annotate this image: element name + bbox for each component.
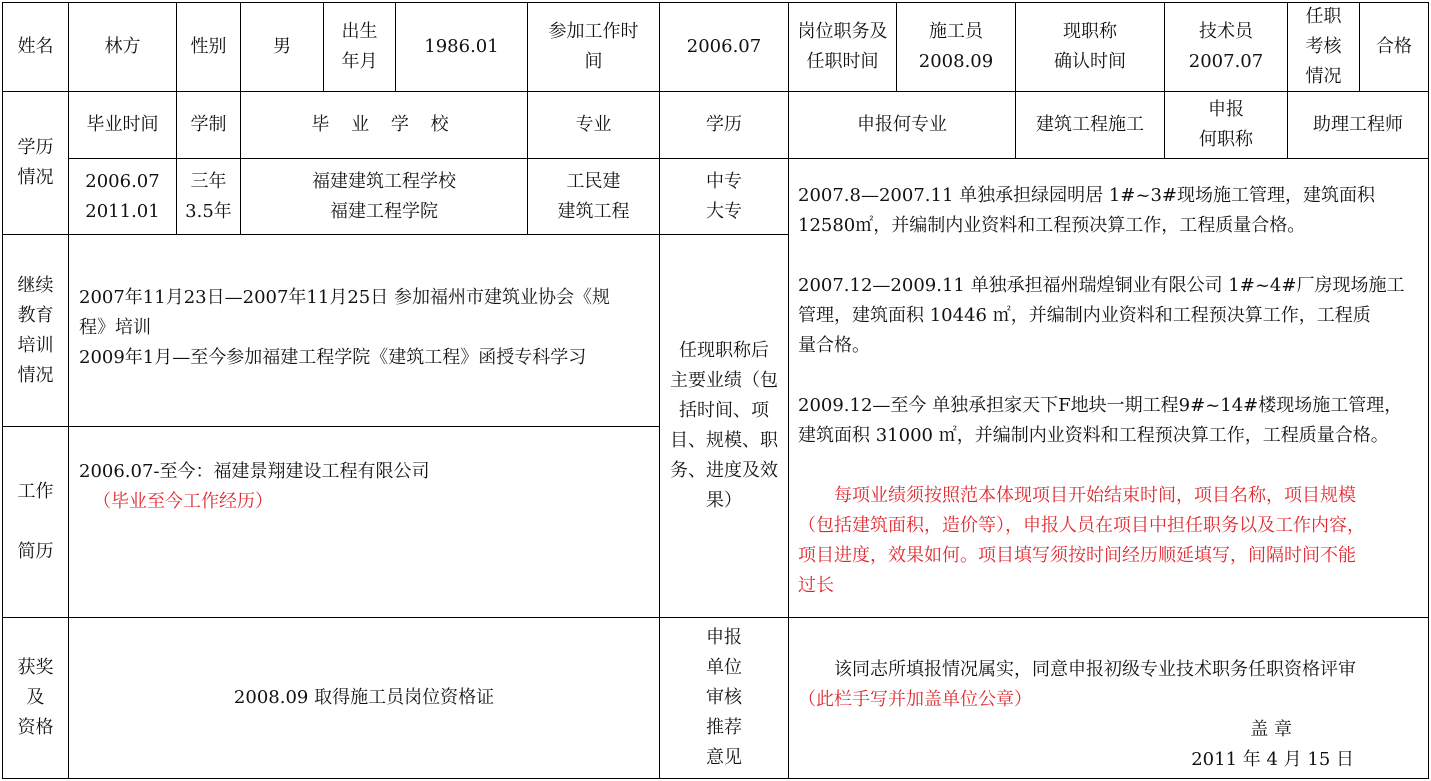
performance-label: 任现职称后 主要业绩（包 括时间、项 目、规模、职 务、进度及效 果） [659,234,789,618]
awards-section-label: 获奖 及 资格 [2,617,69,779]
opinion-label: 申报 单位 审核 推荐 意见 [659,617,789,779]
assess-label: 任职 考核 情况 [1287,2,1360,92]
seal-text: 盖 章 [1250,719,1292,740]
performance-entry: 2007.8—2007.11 单独承担绿园明居 1#~3#现场施工管理，建筑面积 12580㎡，并编制内业资料和工程预决算工作，工程质量合格。 [798,185,1376,236]
school-values: 福建建筑工程学校 福建工程学院 [240,158,528,235]
awards-content: 2008.09 取得施工员岗位资格证 [68,617,660,779]
system-values: 三年 3.5年 [176,158,241,235]
name-value: 林方 [68,2,177,92]
performance-entry: 2007.12—2009.11 单独承担福州瑞煌铜业有限公司 1#~4#厂房现场施工 管理，建筑面积 10446 ㎡，并编制内业资料和工程预决算工作，工程质 量合格。 [798,275,1405,356]
post-value: 施工员 2008.09 [896,2,1016,92]
major-values: 工民建 建筑工程 [527,158,660,235]
post-label: 岗位职务及 任职时间 [788,2,897,92]
apply-title-label: 申报 何职称 [1164,91,1288,159]
degree-label: 学历 [659,91,789,159]
assess-value: 合格 [1359,2,1429,92]
performance-note: 每项业绩须按照范本体现项目开始结束时间，项目名称，项目规模 （包括建筑面积，造价等），申报人员在项目中担任职务以及工作内容， 项目进度，效果如何。项目填写须按时间经历顺延填写，间隔时间不能 过长 [798,485,1365,596]
grad-time-label: 毕业时间 [68,91,177,159]
work-start-label: 参加工作时 间 [527,2,660,92]
work-content: 2006.07-至今：福建景翔建设工程有限公司 （毕业至今工作经历） [68,426,660,618]
school-label: 毕 业 学 校 [240,91,528,159]
opinion-content: 该同志所填报情况属实，同意申报初级专业技术职务任职资格评审 （此栏手写并加盖单位公章） 盖 章 2011 年 4 月 15 日 [788,617,1429,779]
birth-label: 出生 年月 [323,2,396,92]
major-label: 专业 [527,91,660,159]
opinion-date: 2011 年 4 月 15 日 [1191,749,1354,770]
apply-title-value: 助理工程师 [1287,91,1429,159]
performance-content [788,158,1429,618]
degree-values: 中专 大专 [659,158,789,235]
title-value: 技术员 2007.07 [1164,2,1288,92]
grad-time-values: 2006.07 2011.01 [68,158,177,235]
gender-label: 性别 [176,2,241,92]
education-section-label: 学历 情况 [2,91,69,235]
work-start-value: 2006.07 [659,2,789,92]
birth-value: 1986.01 [395,2,528,92]
system-label: 学制 [176,91,241,159]
training-content: 2007年11月23日—2007年11月25日 参加福州市建筑业协会《规 程》培训 2009年1月—至今参加福建工程学院《建筑工程》函授专科学习 [68,234,660,427]
performance-entry: 2009.12—至今 单独承担家天下F地块一期工程9#~14#楼现场施工管理， 建筑面积 31000 ㎡，并编制内业资料和工程预决算工作，工程质量合格。 [798,395,1403,446]
work-section-label: 工作 简历 [2,426,69,618]
apply-major-value: 建筑工程施工 [1015,91,1165,159]
gender-value: 男 [240,2,324,92]
name-label: 姓名 [2,2,69,92]
title-label: 现职称 确认时间 [1015,2,1165,92]
apply-major-label: 申报何专业 [788,91,1016,159]
training-section-label: 继续 教育 培训 情况 [2,234,69,427]
